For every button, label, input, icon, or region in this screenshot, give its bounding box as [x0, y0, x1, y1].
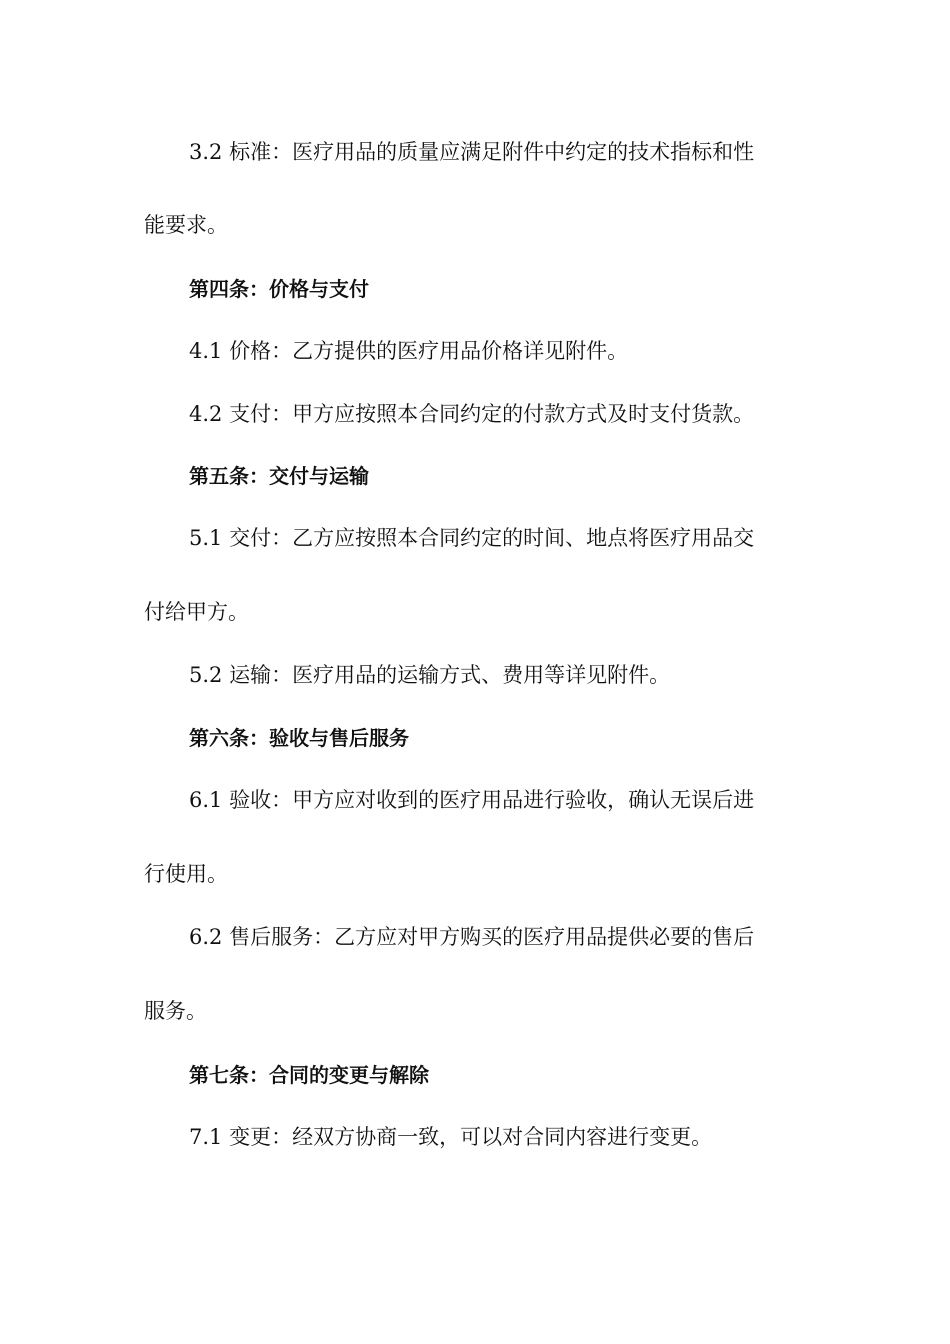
clause-7-1: 7.1 变更：经双方协商一致，可以对合同内容进行变更。	[189, 1125, 713, 1149]
article-6-heading: 第六条：验收与售后服务	[189, 726, 409, 750]
clause-6-1-line-1: 6.1 验收：甲方应对收到的医疗用品进行验收，确认无误后进	[189, 788, 755, 812]
article-4-heading: 第四条：价格与支付	[189, 277, 369, 301]
clause-6-2-line-1: 6.2 售后服务：乙方应对甲方购买的医疗用品提供必要的售后	[189, 925, 755, 949]
article-7-heading: 第七条：合同的变更与解除	[189, 1063, 429, 1087]
clause-6-1-line-2: 行使用。	[144, 862, 228, 886]
clause-6-2-line-2: 服务。	[144, 999, 207, 1023]
clause-5-1-line-2: 付给甲方。	[144, 600, 249, 624]
clause-4-1: 4.1 价格：乙方提供的医疗用品价格详见附件。	[189, 339, 629, 363]
clause-5-1-line-1: 5.1 交付：乙方应按照本合同约定的时间、地点将医疗用品交	[189, 526, 755, 550]
clause-3-2-line-2: 能要求。	[144, 213, 228, 237]
article-5-heading: 第五条：交付与运输	[189, 464, 369, 488]
clause-5-2: 5.2 运输：医疗用品的运输方式、费用等详见附件。	[189, 663, 671, 687]
clause-3-2-line-1: 3.2 标准：医疗用品的质量应满足附件中约定的技术指标和性	[189, 140, 755, 164]
clause-4-2: 4.2 支付：甲方应按照本合同约定的付款方式及时支付货款。	[189, 402, 755, 426]
